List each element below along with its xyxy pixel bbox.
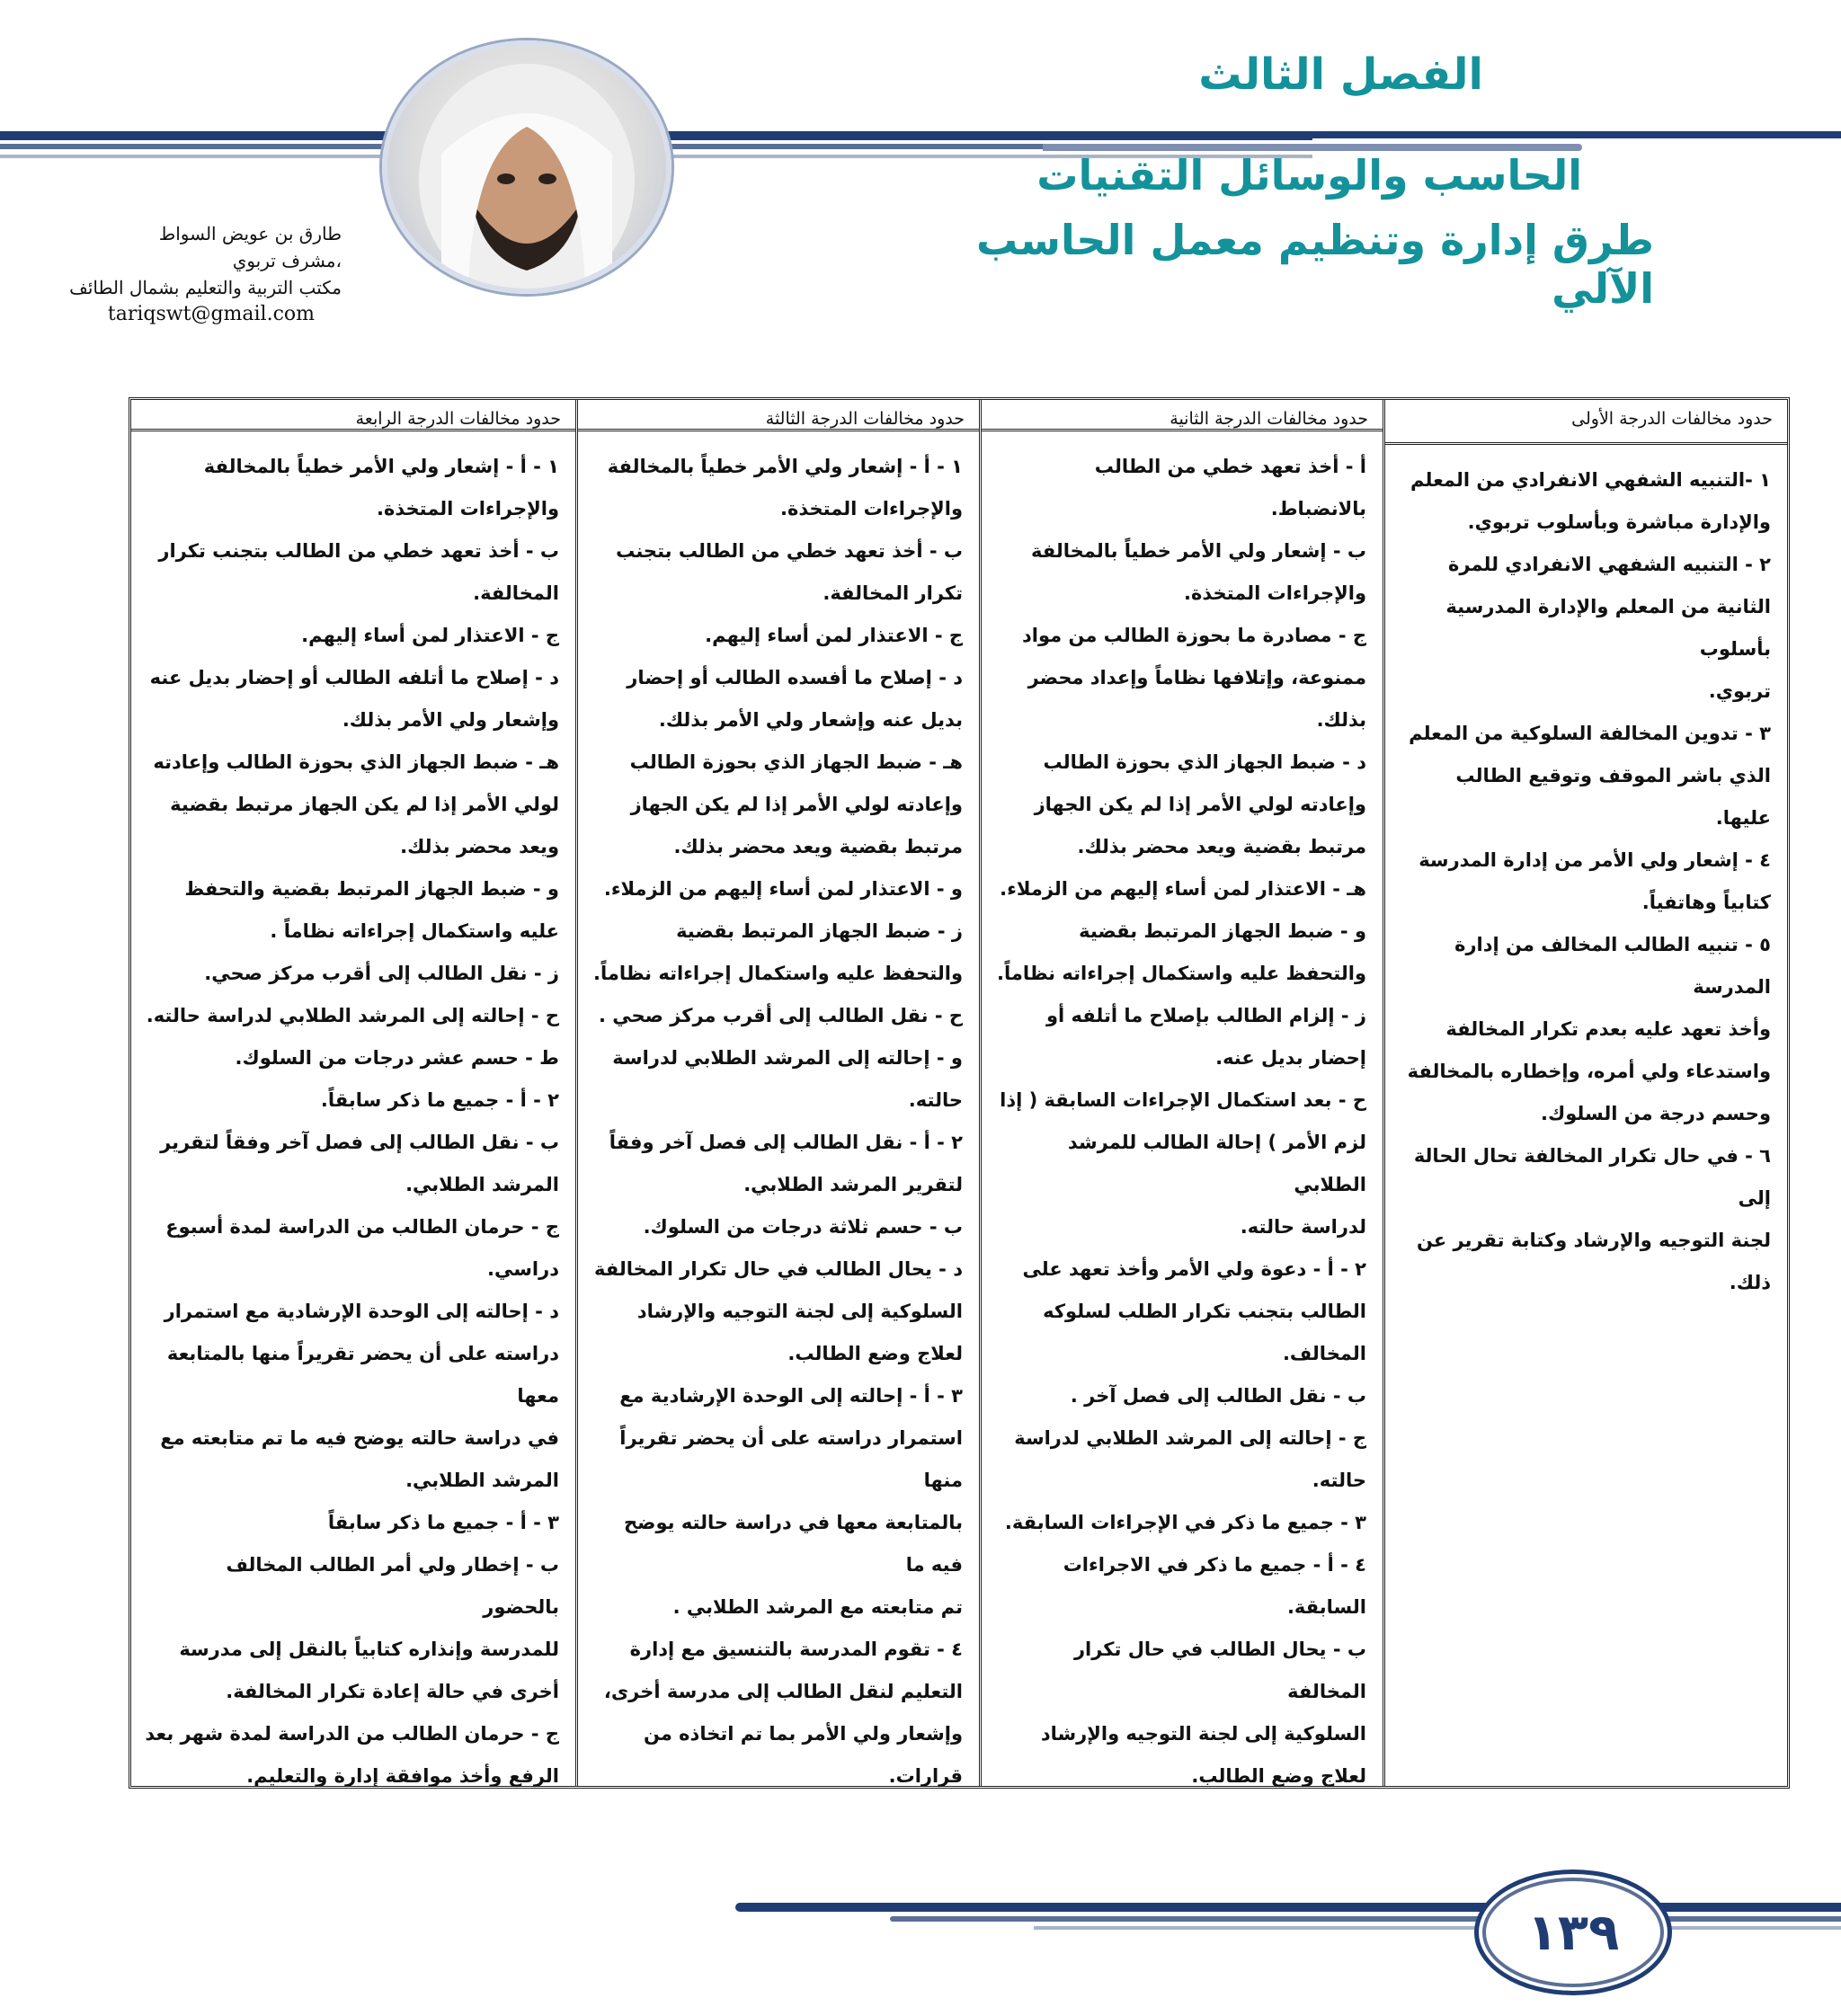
header-rule-right-secondary [1043, 144, 1582, 151]
rule-line: د - إصلاح ما أتلفه الطالب أو إحضار بديل عنه [149, 667, 559, 688]
rule-line: وحسم درجة من السلوك. [1540, 1103, 1771, 1124]
column-heading: حدود مخالفات الدرجة الرابعة [131, 400, 575, 431]
rule-line: ح - نقل الطالب إلى أقرب مركز صحي . [598, 1005, 963, 1026]
rule-line: تم متابعته مع المرشد الطلابي . [672, 1596, 963, 1618]
column-degree-2 [979, 400, 1383, 1786]
rule-line: لعلاج وضع الطالب. [1191, 1765, 1366, 1787]
rule-line: ٤ - أ - جميع ما ذكر في الاجراءات [1063, 1554, 1366, 1576]
chapter-title: الفصل الثالث [1198, 49, 1483, 100]
rule-line: والإجراءات المتخذة. [376, 498, 559, 520]
rule-line: والإجراءات المتخذة. [779, 498, 963, 520]
rule-line: د - ضبط الجهاز الذي بحوزة الطالب [1043, 751, 1366, 773]
rule-line: ويعد محضر بذلك. [400, 836, 559, 857]
column-body [982, 431, 1383, 1807]
rule-line: ط - حسم عشر درجات من السلوك. [235, 1047, 559, 1069]
rule-line: هـ - ضبط الجهاز الذي بحوزة الطالب [629, 751, 963, 773]
rule-line: ٤ - تقوم المدرسة بالتنسيق مع إدارة [629, 1639, 963, 1660]
rule-line: الطالب بتجنب تكرار الطلب لسلوكه [1043, 1301, 1366, 1322]
rule-line: ب - إشعار ولي الأمر خطياً بالمخالفة [1031, 540, 1366, 562]
author-role: مشرف تربوي، [232, 250, 342, 271]
rule-line: ٢ - التنبيه الشفهي الانفرادي للمرة [1448, 554, 1771, 575]
rule-line: و - إحالته إلى المرشد الطلابي لدراسة [612, 1047, 963, 1069]
rule-line: عليه واستكمال إجراءاته نظاماً . [270, 920, 559, 942]
rule-line: ١ -التنبيه الشفهي الانفرادي من المعلم [1410, 469, 1771, 491]
rule-line: حالته. [908, 1089, 963, 1111]
rule-line: ٢ - أ - نقل الطالب إلى فصل آخر وفقاً [609, 1132, 963, 1153]
column-body [131, 431, 575, 1807]
rule-line: ج - إحالته إلى المرشد الطلابي لدراسة [1014, 1427, 1366, 1449]
rule-line: ذلك. [1729, 1272, 1771, 1293]
rule-line: واستدعاء ولي أمره، وإخطاره بالمخالفة [1407, 1061, 1771, 1082]
author-portrait [382, 40, 671, 294]
rule-line: التعليم لنقل الطالب إلى مدرسة أخرى، [603, 1681, 963, 1702]
rule-line: ٥ - تنبيه الطالب المخالف من إدارة المدرسة [1454, 934, 1771, 998]
rule-line: ١ - أ - إشعار ولي الأمر خطياً بالمخالفة [607, 456, 963, 477]
footer-rule-tertiary [1034, 1926, 1841, 1930]
rule-line: تربوي. [1708, 680, 1771, 702]
column-degree-3 [575, 400, 979, 1786]
rule-line: وإشعار ولي الأمر بما تم اتخاذه من قرارات. [643, 1723, 963, 1787]
rule-line: أخرى في حالة إعادة تكرار المخالفة. [226, 1681, 559, 1702]
rule-line: د - إحالته إلى الوحدة الإرشادية مع استمرار [164, 1301, 559, 1322]
rule-line: وإعادته لولي الأمر إذا لم يكن الجهاز [630, 794, 963, 815]
column-body [1385, 445, 1787, 1786]
column-heading: حدود مخالفات الدرجة الثالثة [578, 400, 979, 431]
rule-line: بذلك. [1316, 709, 1366, 731]
rule-line: ٤ - إشعار ولي الأمر من إدارة المدرسة [1419, 849, 1771, 871]
rule-line: دراسي. [487, 1258, 559, 1280]
rule-line: ٣ - تدوين المخالفة السلوكية من المعلم [1409, 723, 1771, 744]
rule-line: مرتبط بقضية ويعد محضر بذلك. [673, 836, 963, 857]
rule-line: تكرار المخالفة. [823, 582, 963, 604]
rule-line: ممنوعة، وإتلافها نظاماً وإعداد محضر [1027, 667, 1366, 688]
rule-line: هـ - الاعتذار لمن أساء إليهم من الزملاء. [1000, 878, 1366, 900]
rule-line: كتابياً وهاتفياً. [1641, 892, 1771, 913]
rule-line: لزم الأمر ) إحالة الطالب للمرشد الطلابي [1067, 1132, 1366, 1195]
rule-line: ح - إحالته إلى المرشد الطلابي لدراسة حالته. [146, 1005, 559, 1026]
rule-line: ج - مصادرة ما بحوزة الطالب من مواد [1021, 625, 1366, 646]
rule-line: ب - أخذ تعهد خطي من الطالب بتجنب [616, 540, 963, 562]
rule-line: ج - الاعتذار لمن أساء إليهم. [705, 625, 963, 646]
column-heading: حدود مخالفات الدرجة الأولى [1385, 400, 1787, 445]
rule-line: المخالفة. [473, 582, 559, 604]
column-heading: حدود مخالفات الدرجة الثانية [982, 400, 1383, 431]
rule-line: الثانية من المعلم والإدارة المدرسية بأسلوب [1445, 596, 1771, 660]
rule-line: ز - إلزام الطالب بإصلاح ما أتلفه أو [1045, 1005, 1366, 1026]
page-subtitle: طرق إدارة وتنظيم معمل الحاسب الآلي [976, 216, 1654, 313]
column-body [578, 431, 979, 1807]
rule-line: ج - حرمان الطالب من الدراسة لمدة شهر بعد [145, 1723, 559, 1745]
rule-line: لجنة التوجيه والإرشاد وكتابة تقرير عن [1416, 1230, 1771, 1251]
footer-rule [735, 1903, 1841, 1912]
rule-line: ج - الاعتذار لمن أساء إليهم. [301, 625, 559, 646]
rule-line: وإشعار ولي الأمر بذلك. [342, 709, 559, 731]
rule-line: دراسته على أن يحضر تقريراً منها بالمتابعة معها [166, 1343, 559, 1407]
rule-line: والإجراءات المتخذة. [1183, 582, 1366, 604]
rule-line: و - الاعتذار لمن أساء إليهم من الزملاء. [603, 878, 963, 900]
rule-line: ب - يحال الطالب في حال تكرار المخالفة [1073, 1639, 1366, 1702]
rule-line: ٣ - أ - إحالته إلى الوحدة الإرشادية مع [619, 1385, 963, 1407]
page-number-text: ١٣٩ [1526, 1903, 1620, 1962]
footer-rule-secondary [890, 1916, 1841, 1922]
column-degree-1 [1383, 400, 1787, 1786]
rule-line: د - إصلاح ما أفسده الطالب أو إحضار [627, 667, 963, 688]
rule-line: د - يحال الطالب في حال تكرار المخالفة [594, 1258, 963, 1280]
rule-line: ١ - أ - إشعار ولي الأمر خطياً بالمخالفة [203, 456, 559, 477]
rule-line: ب - نقل الطالب إلى فصل آخر . [1070, 1385, 1366, 1407]
author-block [54, 220, 342, 328]
rule-line: والإدارة مباشرة وبأسلوب تربوي. [1467, 511, 1771, 533]
rule-line: والتحفظ عليه واستكمال إجراءاته نظاماً. [592, 963, 963, 984]
rule-line: مرتبط بقضية ويعد محضر بذلك. [1077, 836, 1366, 857]
rule-line: الذي باشر الموقف وتوقيع الطالب عليها. [1455, 765, 1771, 829]
rule-line: ب - أخذ تعهد خطي من الطالب بتجنب تكرار [158, 540, 559, 562]
rule-line: هـ - ضبط الجهاز الذي بحوزة الطالب وإعادته [153, 751, 559, 773]
rule-line: بالانضباط. [1270, 498, 1366, 520]
section-title: الحاسب والوسائل التقنيات [1036, 151, 1582, 200]
author-office: مكتب التربية والتعليم بشمال الطائف [69, 277, 342, 298]
rule-line: ٣ - أ - جميع ما ذكر سابقاً [327, 1512, 559, 1533]
rule-line: و - ضبط الجهاز المرتبط بقضية [1079, 920, 1366, 942]
rule-line: لعلاج وضع الطالب. [787, 1343, 963, 1364]
rule-line: ز - نقل الطالب إلى أقرب مركز صحي. [204, 963, 559, 984]
author-photo-icon [387, 46, 666, 289]
rule-line: المرشد الطلابي. [405, 1174, 559, 1195]
rule-line: ح - بعد استكمال الإجراءات السابقة ( إذا [1000, 1089, 1366, 1111]
rule-line: السلوكية إلى لجنة التوجيه والإرشاد [636, 1301, 963, 1322]
violations-table [129, 397, 1790, 1789]
header-rule-right [1043, 131, 1841, 138]
rule-line: أ - أخذ تعهد خطي من الطالب [1094, 456, 1366, 477]
rule-line: ز - ضبط الجهاز المرتبط بقضية [676, 920, 963, 942]
rule-line: السابقة. [1286, 1596, 1366, 1618]
column-degree-4 [131, 400, 575, 1786]
page-number [1474, 1869, 1672, 1995]
rule-line: و - ضبط الجهاز المرتبط بقضية والتحفظ [184, 878, 559, 900]
rule-line: ب - حسم ثلاثة درجات من السلوك. [643, 1216, 963, 1238]
rule-line: ٢ - أ - دعوة ولي الأمر وأخذ تعهد على [1022, 1258, 1366, 1280]
rule-line: المرشد الطلابي. [405, 1470, 559, 1491]
rule-line: للمدرسة وإنذاره كتابياً بالنقل إلى مدرسة [179, 1639, 559, 1660]
rule-line: ٢ - أ - جميع ما ذكر سابقاً. [320, 1089, 559, 1111]
rule-line: ب - نقل الطالب إلى فصل آخر وفقاً لتقرير [160, 1132, 559, 1153]
rule-line: السلوكية إلى لجنة التوجيه والإرشاد [1040, 1723, 1366, 1745]
rule-line: الرفع وأخذ موافقة إدارة والتعليم. [246, 1765, 559, 1787]
rule-line: لدراسة حالته. [1240, 1216, 1366, 1238]
rule-line: وإعادته لولي الأمر إذا لم يكن الجهاز [1034, 794, 1366, 815]
rule-line: ج - حرمان الطالب من الدراسة لمدة أسبوع [165, 1216, 559, 1238]
rule-line: لولي الأمر إذا لم يكن الجهاز مرتبط بقضية [170, 794, 559, 815]
rule-line: وأخذ تعهد عليه بعدم تكرار المخالفة [1445, 1018, 1771, 1040]
rule-line: بديل عنه وإشعار ولي الأمر بذلك. [658, 709, 963, 731]
rule-line: ٣ - جميع ما ذكر في الإجراءات السابقة. [1004, 1512, 1366, 1533]
rule-line: ب - إخطار ولي أمر الطالب المخالف بالحضور [226, 1554, 559, 1618]
rule-line: حالته. [1312, 1470, 1366, 1491]
rule-line: لتقرير المرشد الطلابي. [743, 1174, 963, 1195]
rule-line: المخالف. [1282, 1343, 1366, 1364]
rule-line: والتحفظ عليه واستكمال إجراءاته نظاماً. [996, 963, 1366, 984]
rule-line: إحضار بديل عنه. [1215, 1047, 1366, 1069]
rule-line: بالمتابعة معها في دراسة حالته يوضح فيه ما [624, 1512, 963, 1576]
rule-line: في دراسة حالته يوضح فيه ما تم متابعته مع [160, 1427, 559, 1449]
author-email: tariqswt@gmail.com [107, 303, 315, 325]
rule-line: استمرار دراسته على أن يحضر تقريراً منها [619, 1427, 963, 1491]
rule-line: ٦ - في حال تكرار المخالفة تحال الحالة إلى [1413, 1145, 1771, 1209]
author-name: طارق بن عويض السواط [158, 223, 342, 244]
